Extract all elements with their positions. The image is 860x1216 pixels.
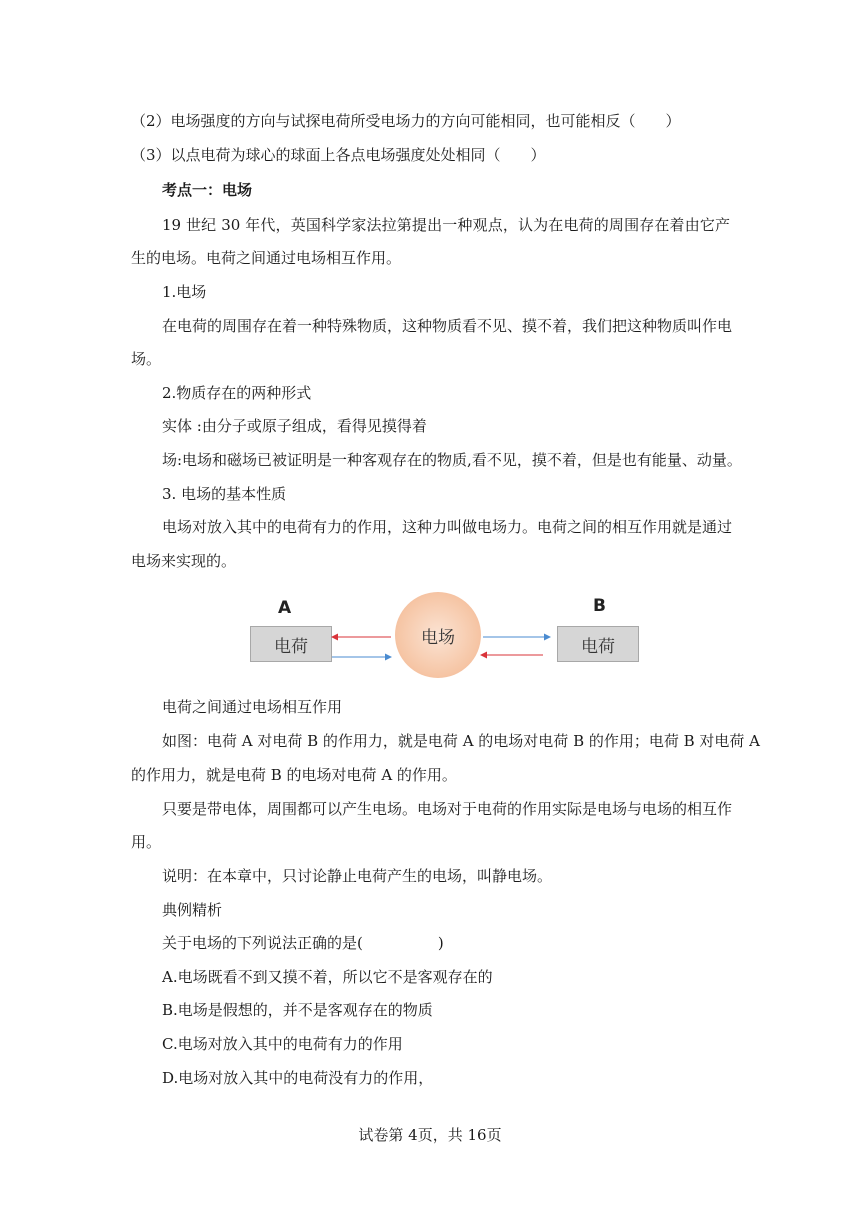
paragraph-line: 生的电场。电荷之间通过电场相互作用。	[131, 249, 402, 267]
section-heading: 考点一：电场	[162, 181, 253, 199]
item-3: （3）以点电荷为球心的球面上各点电场强度处处相同（ ）	[131, 146, 546, 164]
paragraph-line: 在电荷的周围存在着一种特殊物质，这种物质看不见、摸不着，我们把这种物质叫作电	[162, 317, 733, 335]
label-a: A	[278, 598, 292, 618]
paragraph-line: 场:电场和磁场已被证明是一种客观存在的物质,看不见，摸不着，但是也有能量、动量。	[162, 451, 742, 469]
paragraph-line: 实体 :由分子或原子组成，看得见摸得着	[162, 417, 427, 435]
page-footer: 试卷第 4页，共 16页	[358, 1126, 502, 1144]
diagram-caption: 电荷之间通过电场相互作用	[162, 698, 343, 716]
question-stem: 关于电场的下列说法正确的是( )	[162, 934, 444, 952]
paragraph-line: 说明：在本章中，只讨论静止电荷产生的电场，叫静电场。	[162, 867, 553, 885]
paragraph-line: 19 世纪 30 年代，英国科学家法拉第提出一种观点，认为在电荷的周围存在着由它产	[162, 216, 730, 234]
paragraph-line: 的作用力，就是电荷 B 的电场对电荷 A 的作用。	[131, 766, 457, 784]
subheading: 典例精析	[162, 901, 223, 919]
paragraph-line: 电场来实现的。	[131, 552, 237, 570]
electric-field-circle: 电场	[395, 592, 481, 678]
subheading: 1.电场	[162, 283, 207, 301]
option-d: D.电场对放入其中的电荷没有力的作用，	[162, 1069, 434, 1087]
paragraph-line: 场。	[131, 350, 162, 368]
paragraph-line: 只要是带电体，周围都可以产生电场。电场对于电荷的作用实际是电场与电场的相互作	[162, 800, 733, 818]
option-c: C.电场对放入其中的电荷有力的作用	[162, 1035, 403, 1053]
paragraph-line: 用。	[131, 833, 162, 851]
charge-b-box: 电荷	[557, 626, 639, 662]
option-a: A.电场既看不到又摸不着，所以它不是客观存在的	[162, 968, 493, 986]
charge-field-diagram	[245, 592, 645, 684]
option-b: B.电场是假想的，并不是客观存在的物质	[162, 1001, 433, 1019]
paragraph-line: 电场对放入其中的电荷有力的作用，这种力叫做电场力。电荷之间的相互作用就是通过	[162, 518, 733, 536]
subheading: 3. 电场的基本性质	[162, 485, 287, 503]
charge-a-box: 电荷	[250, 626, 332, 662]
paragraph-line: 如图：电荷 A 对电荷 B 的作用力，就是电荷 A 的电场对电荷 B 的作用；电荷 B 对电荷 A	[162, 732, 761, 750]
subheading: 2.物质存在的两种形式	[162, 384, 312, 402]
arrows	[245, 592, 645, 684]
item-2: （2）电场强度的方向与试探电荷所受电场力的方向可能相同，也可能相反（ ）	[131, 112, 681, 130]
label-b: B	[593, 596, 606, 616]
